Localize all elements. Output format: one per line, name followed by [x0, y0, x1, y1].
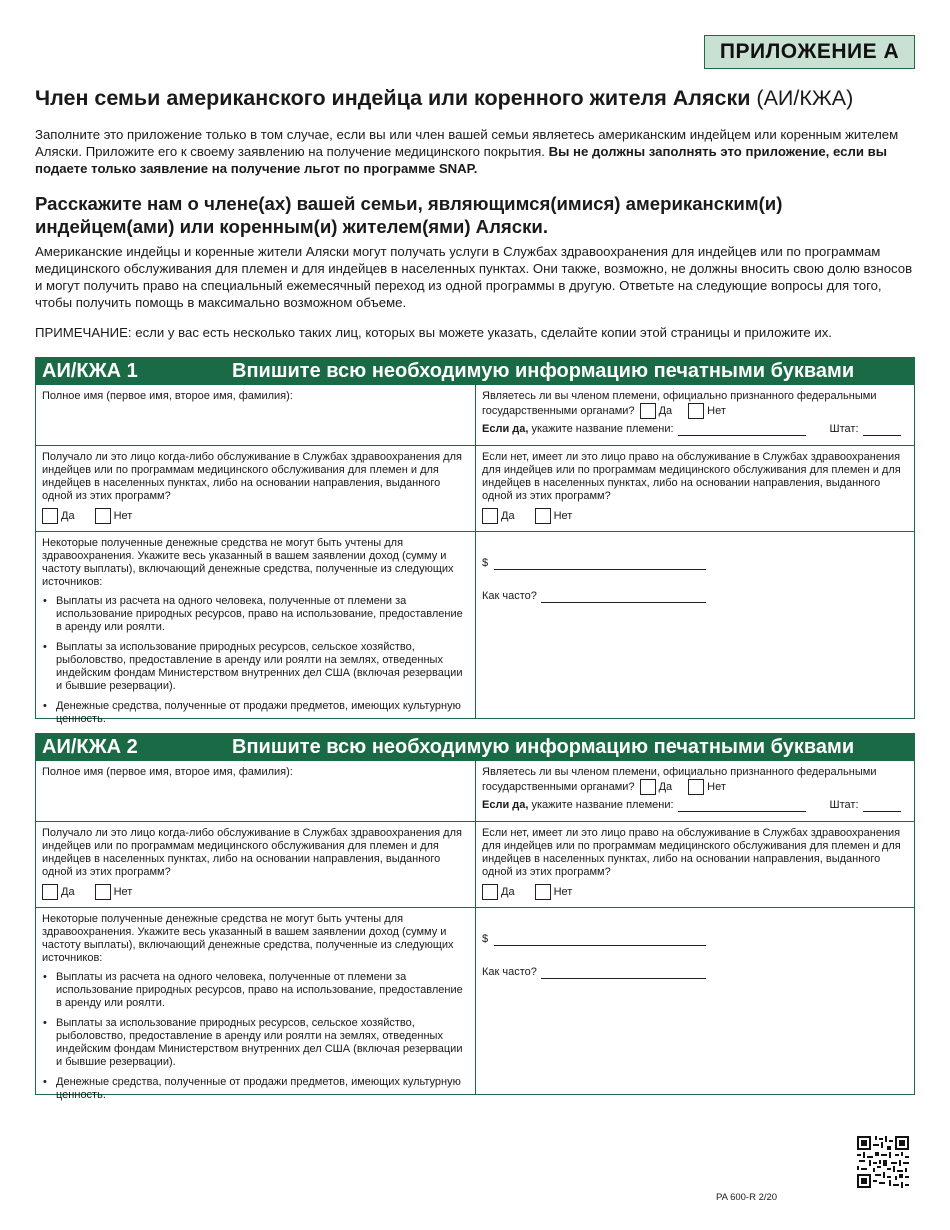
tribe-no-label: Нет	[707, 780, 726, 793]
income-intro: Некоторые полученные денежные средства не могут быть учтены для здравоохранения. Укажите весь указанный в вашем заявлении доход (сумму и частоту выплаты), включающий денежные средства, полученные из следующих источников:	[42, 913, 454, 964]
note: ПРИМЕЧАНИЕ: если у вас есть несколько таких лиц, которых вы можете указать, сделайте копии этой страницы и приложите их.	[35, 325, 832, 340]
how-often-input[interactable]	[541, 602, 706, 603]
ihs-received-no-label: Нет	[113, 509, 133, 522]
tribe-yes-label: Да	[658, 404, 673, 417]
ai-block-number: АИ/КЖА 1	[42, 359, 138, 382]
amount-input[interactable]	[494, 569, 706, 570]
income-source-item: • Денежные средства, полученные от продажи предметов, имеющих культурную ценность.	[42, 700, 469, 726]
ihs-received-no-checkbox[interactable]	[95, 884, 111, 900]
page-title	[35, 86, 925, 111]
full-name-field[interactable]	[36, 761, 476, 821]
section-heading: Расскажите нам о члене(ах) вашей семьи, являющимся(имися) американским(и) индейцем(ами) или коренным(и) жителем(ями) Аляски.	[35, 193, 783, 237]
amount-label: $	[482, 557, 489, 569]
ihs-eligible-yes-checkbox[interactable]	[482, 884, 498, 900]
section-description: Американские индейцы и коренные жители Аляски могут получать услуги в Службах здравоохранения для индейцев или по программам медицинского обслуживания для племен и для индейцев в населенных пунктах. Они также, возможно, не должны вносить свою долю взносов и могут получить право на специальный ежемесячный переход из одной программы в другую. Ответьте на следующие вопросы для того, чтобы получить помощь в максимально возможном объеме.	[35, 244, 913, 310]
tribe-no-checkbox[interactable]	[688, 403, 704, 419]
ihs-eligible-yes-label: Да	[501, 509, 515, 522]
tribe-name-input[interactable]	[678, 811, 806, 812]
income-intro: Некоторые полученные денежные средства не могут быть учтены для здравоохранения. Укажите весь указанный в вашем заявлении доход (сумму и частоту выплаты), включающий денежные средства, полученные из следующих источников:	[42, 537, 454, 588]
page-title-main: Член семьи американского индейца или коренного жителя Аляски	[35, 86, 751, 110]
ihs-eligible-no-label: Нет	[553, 885, 573, 898]
tribe-name-label: укажите название племени:	[531, 799, 674, 811]
tribe-member-question: Являетесь ли вы членом племени, официально признанного федеральными государственными органами?	[482, 390, 877, 417]
tribe-member-question: Являетесь ли вы членом племени, официально признанного федеральными государственными органами?	[482, 766, 877, 793]
ihs-eligible-no-checkbox[interactable]	[535, 508, 551, 524]
tribe-yes-label: Да	[658, 780, 673, 793]
page-title-suffix: (АИ/КЖА)	[756, 86, 854, 110]
state-label: Штат:	[829, 799, 859, 811]
ihs-eligible-cell	[476, 822, 914, 907]
income-source-item: • Выплаты за использование природных ресурсов, сельское хозяйство, рыболовство, предоставление в аренду или роялти на землях, отведенных индейским фондам Министерством внутренних дел США (включая резервации и бывшие резервации).	[42, 641, 469, 693]
full-name-label: Полное имя (первое имя, второе имя, фамилия):	[42, 390, 293, 402]
ihs-received-question: Получало ли это лицо когда-либо обслуживание в Службах здравоохранения для индейцев или по программам медицинского обслуживания для племен и для индейцев в населенных пунктах, либо на основании направления, выданного одной из этих программ?	[42, 451, 462, 502]
tribe-name-input[interactable]	[678, 435, 806, 436]
state-label: Штат:	[829, 423, 859, 435]
tribe-no-label: Нет	[707, 404, 726, 417]
ai-block-2	[35, 733, 915, 1101]
income-sources-list	[42, 971, 469, 1102]
ihs-received-yes-label: Да	[61, 885, 75, 898]
ihs-eligible-no-label: Нет	[553, 509, 573, 522]
ihs-received-cell	[36, 446, 476, 531]
full-name-field[interactable]	[36, 385, 476, 445]
income-cell	[36, 532, 476, 725]
ai-block-header	[35, 733, 915, 761]
print-instruction: Впишите всю необходимую информацию печатными буквами	[232, 359, 855, 382]
ai-block-number: АИ/КЖА 2	[42, 735, 138, 758]
amount-label: $	[482, 933, 489, 945]
how-often-input[interactable]	[541, 978, 706, 979]
tribe-no-checkbox[interactable]	[688, 779, 704, 795]
income-source-item: • Выплаты за использование природных ресурсов, сельское хозяйство, рыболовство, предоставление в аренду или роялти на землях, отведенных индейским фондам Министерством внутренних дел США (включая резервации и бывшие резервации).	[42, 1017, 469, 1069]
income-source-item: • Выплаты из расчета на одного человека, полученные от племени за использование природных ресурсов, право на использование, предоставление в аренду или роялти.	[42, 971, 469, 1010]
ihs-received-yes-label: Да	[61, 509, 75, 522]
how-often-label: Как часто?	[482, 590, 537, 602]
ihs-received-no-checkbox[interactable]	[95, 508, 111, 524]
income-amount-cell	[476, 532, 914, 718]
ihs-received-question: Получало ли это лицо когда-либо обслуживание в Службах здравоохранения для индейцев или по программам медицинского обслуживания для племен и для индейцев в населенных пунктах, либо на основании направления, выданного одной из этих программ?	[42, 827, 462, 878]
ihs-eligible-cell	[476, 446, 914, 531]
ihs-received-cell	[36, 822, 476, 907]
qr-code-icon	[857, 1136, 909, 1188]
form-code: PA 600-R 2/20	[716, 1192, 778, 1203]
income-source-item: • Денежные средства, полученные от продажи предметов, имеющих культурную ценность.	[42, 1076, 469, 1102]
intro-bold-text: Вы не должны заполнять это приложение, если вы подаете только заявление на получение льгот по программе SNAP.	[35, 144, 887, 176]
income-amount-cell	[476, 908, 914, 1094]
ihs-eligible-question: Если нет, имеет ли это лицо право на обслуживание в Службах здравоохранения для индейцев или по программам медицинского обслуживания для племен и для индейцев в населенных пунктах, либо на основании направления, выданного одной из этих программ?	[482, 827, 901, 878]
ai-block-1	[35, 357, 915, 725]
tribe-member-cell	[476, 385, 914, 445]
ihs-eligible-no-checkbox[interactable]	[535, 884, 551, 900]
intro-text: Заполните это приложение только в том случае, если вы или член вашей семьи являетесь американским индейцем или коренным жителем Аляски. Приложите его к своему заявлению на получение медицинского покрытия.	[35, 127, 899, 159]
ihs-received-yes-checkbox[interactable]	[42, 884, 58, 900]
tribe-yes-checkbox[interactable]	[640, 779, 656, 795]
full-name-label: Полное имя (первое имя, второе имя, фамилия):	[42, 766, 293, 778]
ihs-received-yes-checkbox[interactable]	[42, 508, 58, 524]
tribe-member-cell	[476, 761, 914, 821]
appendix-badge: ПРИЛОЖЕНИЕ А	[704, 35, 915, 69]
income-source-item: • Выплаты из расчета на одного человека, полученные от племени за использование природных ресурсов, право на использование, предоставление в аренду или роялти.	[42, 595, 469, 634]
income-cell	[36, 908, 476, 1101]
intro-paragraph	[35, 126, 915, 177]
amount-input[interactable]	[494, 945, 706, 946]
income-sources-list	[42, 595, 469, 726]
tribe-name-label: укажите название племени:	[531, 423, 674, 435]
if-yes-label: Если да,	[482, 799, 529, 811]
tribe-yes-checkbox[interactable]	[640, 403, 656, 419]
ihs-received-no-label: Нет	[113, 885, 133, 898]
state-input[interactable]	[863, 435, 901, 436]
how-often-label: Как часто?	[482, 966, 537, 978]
ihs-eligible-yes-label: Да	[501, 885, 515, 898]
ihs-eligible-yes-checkbox[interactable]	[482, 508, 498, 524]
if-yes-label: Если да,	[482, 423, 529, 435]
print-instruction: Впишите всю необходимую информацию печатными буквами	[232, 735, 855, 758]
ihs-eligible-question: Если нет, имеет ли это лицо право на обслуживание в Службах здравоохранения для индейцев или по программам медицинского обслуживания для племен и для индейцев в населенных пунктах, либо на основании направления, выданного одной из этих программ?	[482, 451, 901, 502]
ai-block-header	[35, 357, 915, 385]
state-input[interactable]	[863, 811, 901, 812]
